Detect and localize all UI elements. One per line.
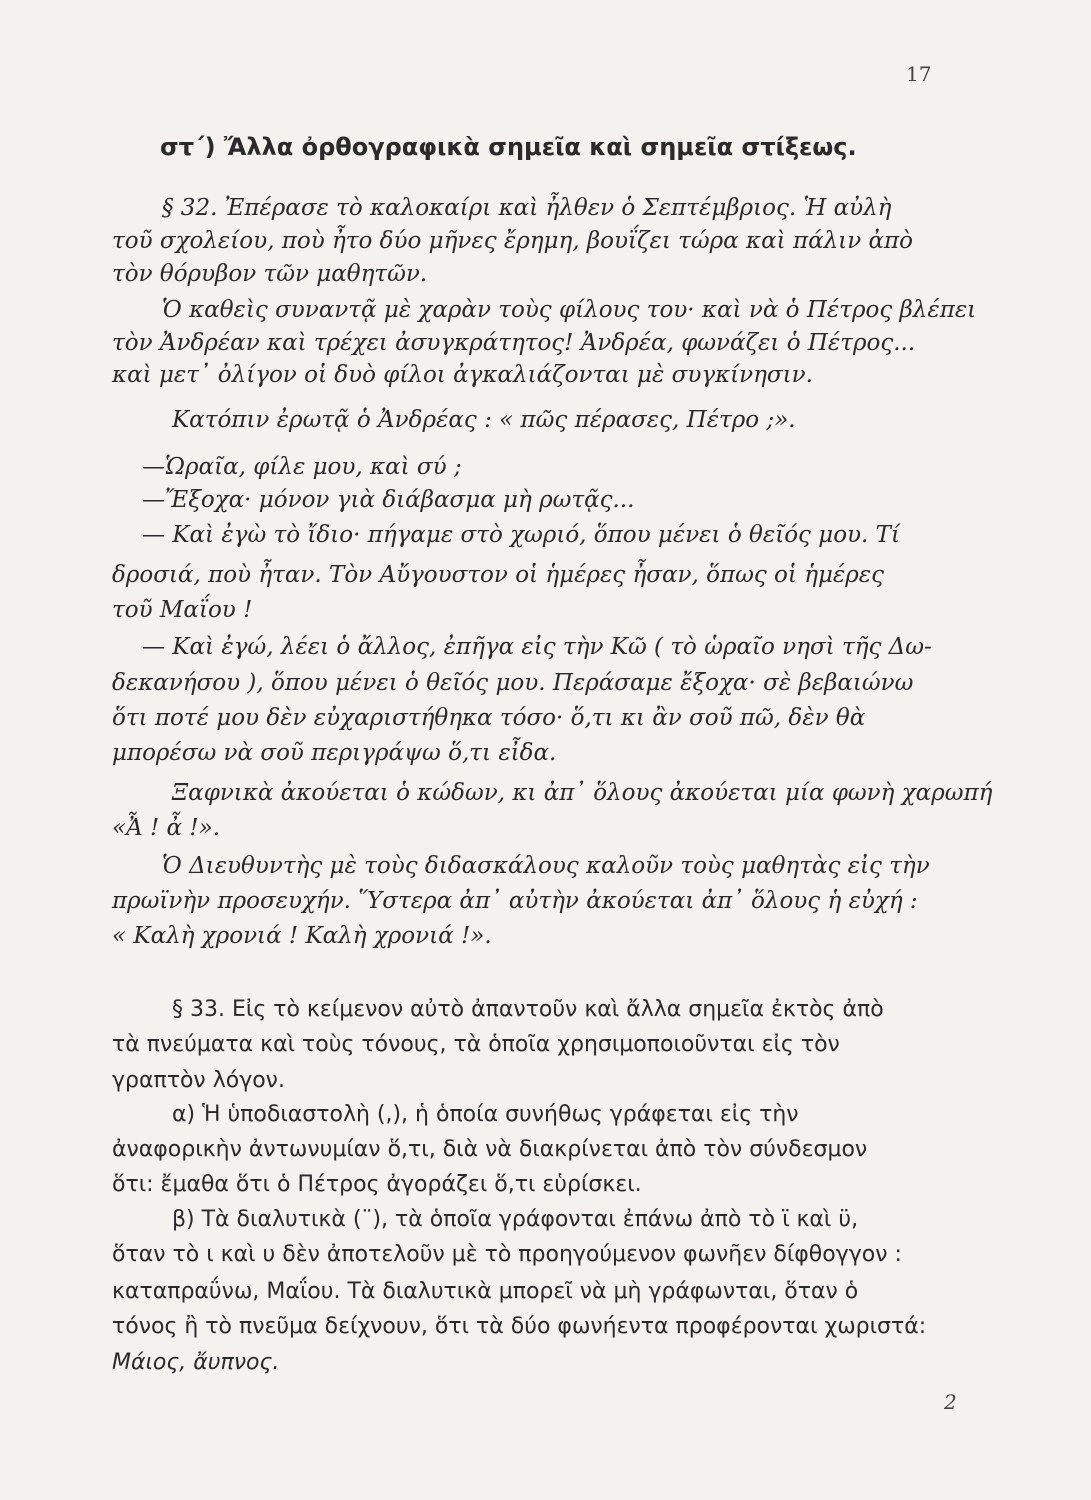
page-number-top: 17 (906, 62, 932, 86)
text-line: τοῦ Μαΐου ! (112, 597, 253, 623)
text-line: § 33. Εἰς τὸ κείμενον αὐτὸ ἀπαντοῦν καὶ ἄλλα σημεῖα ἐκτὸς ἀπὸ (172, 997, 884, 1022)
text-line: β) Τὰ διαλυτικὰ (¨), τὰ ὁποῖα γράφονται ἐπάνω ἀπὸ τὸ ϊ καὶ ϋ, (172, 1207, 859, 1232)
text-line: δροσιά, ποὺ ἦταν. Τὸν Αὔγουστον οἱ ἡμέρες ἦσαν, ὅπως οἱ ἡμέρες (112, 562, 885, 588)
text-line: — Καὶ ἐγὼ τὸ ἴδιο· πήγαμε στὸ χωριό, ὅπου μένει ὁ θεῖός μου. Τί (142, 522, 901, 548)
text-line: —Ἔξοχα· μόνον γιὰ διάβασμα μὴ ρωτᾷς... (142, 487, 635, 513)
text-line: — Καὶ ἐγώ, λέει ὁ ἄλλος, ἐπῆγα εἰς τὴν Κῶ ( τὸ ὡραῖο νησὶ τῆς Δω- (142, 634, 932, 660)
text-line: § 32. Ἐπέρασε τὸ καλοκαίρι καὶ ἦλθεν ὁ Σεπτέμβριος. Ἡ αὐλὴ (162, 195, 892, 221)
text-line: δεκανήσου ), ὅπου μένει ὁ θεῖός μου. Περάσαμε ἔξοχα· σὲ βεβαιώνω (112, 670, 914, 696)
text-line: μπορέσω νὰ σοῦ περιγράψω ὅ,τι εἶδα. (112, 740, 557, 766)
text-line: «Ἆ ! ἆ !». (112, 815, 221, 841)
text-line: ὅταν τὸ ι καὶ υ δὲν ἀποτελοῦν μὲ τὸ προηγούμενον φωνῆεν δίφθογγον : (112, 1242, 902, 1267)
text-line: α) Ἡ ὑποδιαστολὴ (,), ἡ ὁποία συνήθως γράφεται εἰς τὴν (172, 1102, 799, 1127)
text-line: τοῦ σχολείου, ποὺ ἦτο δύο μῆνες ἔρημη, βουΐζει τώρα καὶ πάλιν ἀπὸ (112, 228, 913, 254)
text-line: « Καλὴ χρονιά ! Καλὴ χρονιά !». (112, 923, 492, 949)
text-line: ἀναφορικὴν ἀντωνυμίαν ὅ,τι, διὰ νὰ διακρίνεται ἀπὸ τὸν σύνδεσμον (112, 1137, 868, 1162)
text-line: τὰ πνεύματα καὶ τοὺς τόνους, τὰ ὁποῖα χρησιμοποιοῦνται εἰς τὸν (112, 1032, 840, 1057)
text-line: —Ὡραῖα, φίλε μου, καὶ σύ ; (142, 454, 462, 480)
text-line: καὶ μετ᾽ ὀλίγον οἱ δυὸ φίλοι ἀγκαλιάζονται μὲ συγκίνησιν. (112, 362, 813, 388)
text-line: τὸν Ἀνδρέαν καὶ τρέχει ἀσυγκράτητος! Ἀνδρέα, φωνάζει ὁ Πέτρος... (112, 330, 916, 356)
text-line: Κατόπιν ἐρωτᾷ ὁ Ἀνδρέας : « πῶς πέρασες, Πέτρο ;». (172, 407, 796, 433)
text-line: τόνος ἢ τὸ πνεῦμα δείχνουν, ὅτι τὰ δύο φωνήεντα προφέρονται χωριστά: (112, 1314, 927, 1339)
text-line: Ὁ Διευθυντὴς μὲ τοὺς διδασκάλους καλοῦν τοὺς μαθητὰς εἰς τὴν (162, 853, 930, 879)
section-heading: στ΄) Ἄλλα ὀρθογραφικὰ σημεῖα καὶ σημεῖα στίξεως. (160, 133, 857, 161)
text-line: Ξαφνικὰ ἀκούεται ὁ κώδων, κι ἀπ᾽ ὅλους ἀκούεται μία φωνὴ χαρωπή (172, 780, 993, 806)
text-line: ὅτι: ἔμαθα ὅτι ὁ Πέτρος ἀγοράζει ὅ,τι εὑρίσκει. (112, 1172, 642, 1197)
page-number-bottom: 2 (944, 1390, 957, 1414)
text-line: πρωϊνὴν προσευχήν. Ὕστερα ἀπ᾽ αὐτὴν ἀκούεται ἀπ᾽ ὅλους ἡ εὐχή : (112, 888, 918, 914)
text-line: Ὁ καθεὶς συναντᾷ μὲ χαρὰν τοὺς φίλους του· καὶ νὰ ὁ Πέτρος βλέπει (162, 297, 977, 323)
text-line: Μάιος, ἄυπνος. (112, 1350, 280, 1375)
text-line: τὸν θόρυβον τῶν μαθητῶν. (112, 261, 428, 287)
text-line: γραπτὸν λόγον. (112, 1068, 285, 1093)
text-line: καταπραΰνω, Μαΐου. Τὰ διαλυτικὰ μπορεῖ νὰ μὴ γράφωνται, ὅταν ὁ (112, 1279, 859, 1304)
text-line: ὅτι ποτέ μου δὲν εὐχαριστήθηκα τόσο· ὅ,τι κι ἂν σοῦ πῶ, δὲν θὰ (112, 705, 866, 731)
